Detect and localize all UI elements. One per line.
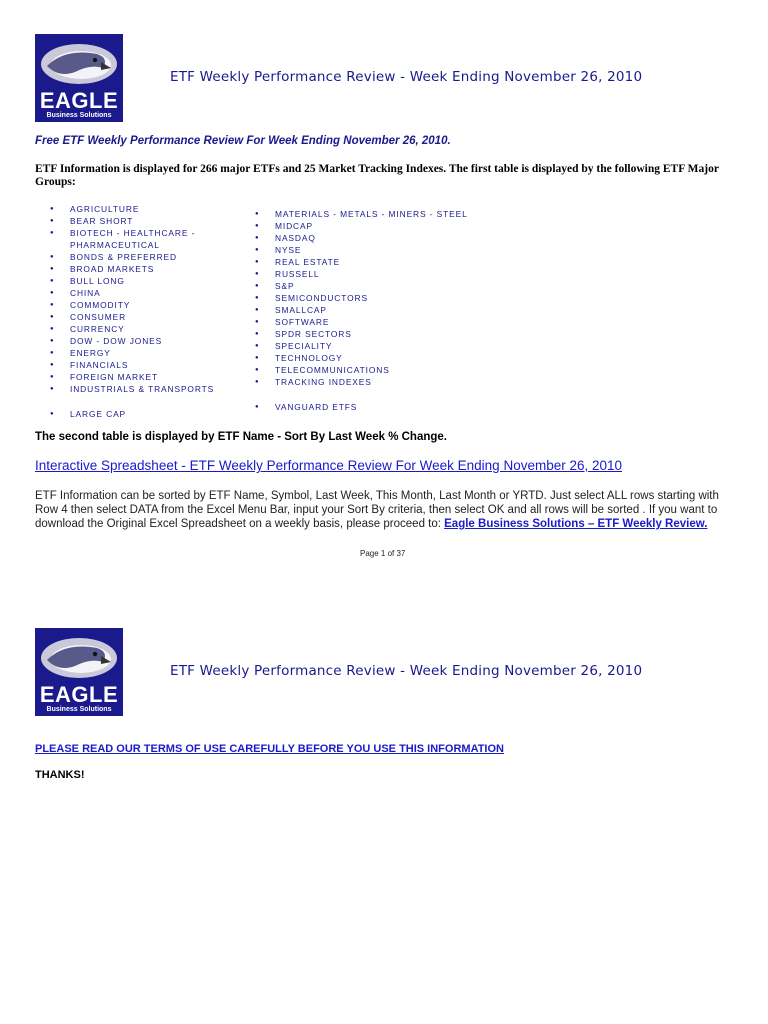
list-item: ● FINANCIALS <box>50 359 220 371</box>
document-subtitle: Free ETF Weekly Performance Review For Week Ending November 26, 2010. <box>35 135 451 147</box>
list-item: ● CHINA <box>50 287 220 299</box>
list-item: ● MATERIALS - METALS - MINERS - STEEL <box>255 208 468 220</box>
list-item: ● INDUSTRIALS & TRANSPORTS <box>50 383 220 395</box>
list-item: ● BULL LONG <box>50 275 220 287</box>
list-item: ● SOFTWARE <box>255 316 468 328</box>
list-item: ● DOW - DOW JONES <box>50 335 220 347</box>
sort-instructions-text: ETF Information can be sorted by ETF Name, Symbol, Last Week, This Month, Last Month or YRTD. Just select ALL rows starting with Row 4 then select DATA from the Excel Menu Bar, input your Sort By criteria, then select OK and all rows will be sorted . If you want to download the Original Excel Spreadsheet on a weekly basis, please proceed to: <box>35 490 719 530</box>
list-item: ● S&P <box>255 280 468 292</box>
list-item: ● NYSE <box>255 244 468 256</box>
list-item: ● BIOTECH - HEALTHCARE - PHARMACEUTICAL <box>50 227 220 251</box>
logo-wordmark: EAGLE <box>39 88 119 113</box>
eagle-logo <box>35 628 123 716</box>
list-item: ● CONSUMER <box>50 311 220 323</box>
second-table-note: The second table is displayed by ETF Name - Sort By Last Week % Change. <box>35 431 447 443</box>
eagle-logo <box>35 34 123 122</box>
page-title: ETF Weekly Performance Review - Week Ending November 26, 2010 <box>170 69 643 85</box>
list-item: ● LARGE CAP <box>50 408 220 420</box>
list-item: ● TELECOMMUNICATIONS <box>255 364 468 376</box>
logo-subtitle: Business Solutions <box>46 112 112 119</box>
list-item: ● FOREIGN MARKET <box>50 371 220 383</box>
list-item: ● MIDCAP <box>255 220 468 232</box>
list-item: ● AGRICULTURE <box>50 203 220 215</box>
logo-subtitle: Business Solutions <box>46 706 112 713</box>
sort-instructions-paragraph <box>35 489 741 531</box>
download-spreadsheet-link[interactable]: Eagle Business Solutions – ETF Weekly Review. <box>444 518 708 530</box>
list-item: ● SPECIALITY <box>255 340 468 352</box>
page-indicator: Page 1 of 37 <box>360 549 406 558</box>
list-item: ● SMALLCAP <box>255 304 468 316</box>
list-item: ● TRACKING INDEXES <box>255 376 468 388</box>
list-item: ● BONDS & PREFERRED <box>50 251 220 263</box>
list-item: ● VANGUARD ETFS <box>255 401 468 413</box>
list-item: ● ENERGY <box>50 347 220 359</box>
list-item: ● SEMICONDUCTORS <box>255 292 468 304</box>
list-item: ● SPDR SECTORS <box>255 328 468 340</box>
list-item: ● COMMODITY <box>50 299 220 311</box>
logo-wordmark: EAGLE <box>39 682 119 707</box>
list-item: ● BROAD MARKETS <box>50 263 220 275</box>
list-item: ● RUSSELL <box>255 268 468 280</box>
intro-paragraph: ETF Information is displayed for 266 major ETFs and 25 Market Tracking Indexes. The first table is displayed by the following ETF Major Groups: <box>35 163 719 188</box>
groups-list-right <box>255 208 468 413</box>
list-item: ● TECHNOLOGY <box>255 352 468 364</box>
groups-list-left <box>50 203 220 420</box>
thanks-text: THANKS! <box>35 769 85 781</box>
list-item: ● NASDAQ <box>255 232 468 244</box>
list-item: ● BEAR SHORT <box>50 215 220 227</box>
terms-of-use-link[interactable]: PLEASE READ OUR TERMS OF USE CAREFULLY BEFORE YOU USE THIS INFORMATION <box>35 743 504 755</box>
page-title: ETF Weekly Performance Review - Week Ending November 26, 2010 <box>170 663 643 679</box>
list-item: ● REAL ESTATE <box>255 256 468 268</box>
list-item: ● CURRENCY <box>50 323 220 335</box>
interactive-spreadsheet-link[interactable]: Interactive Spreadsheet - ETF Weekly Performance Review For Week Ending November 26, 2010 <box>35 458 623 473</box>
